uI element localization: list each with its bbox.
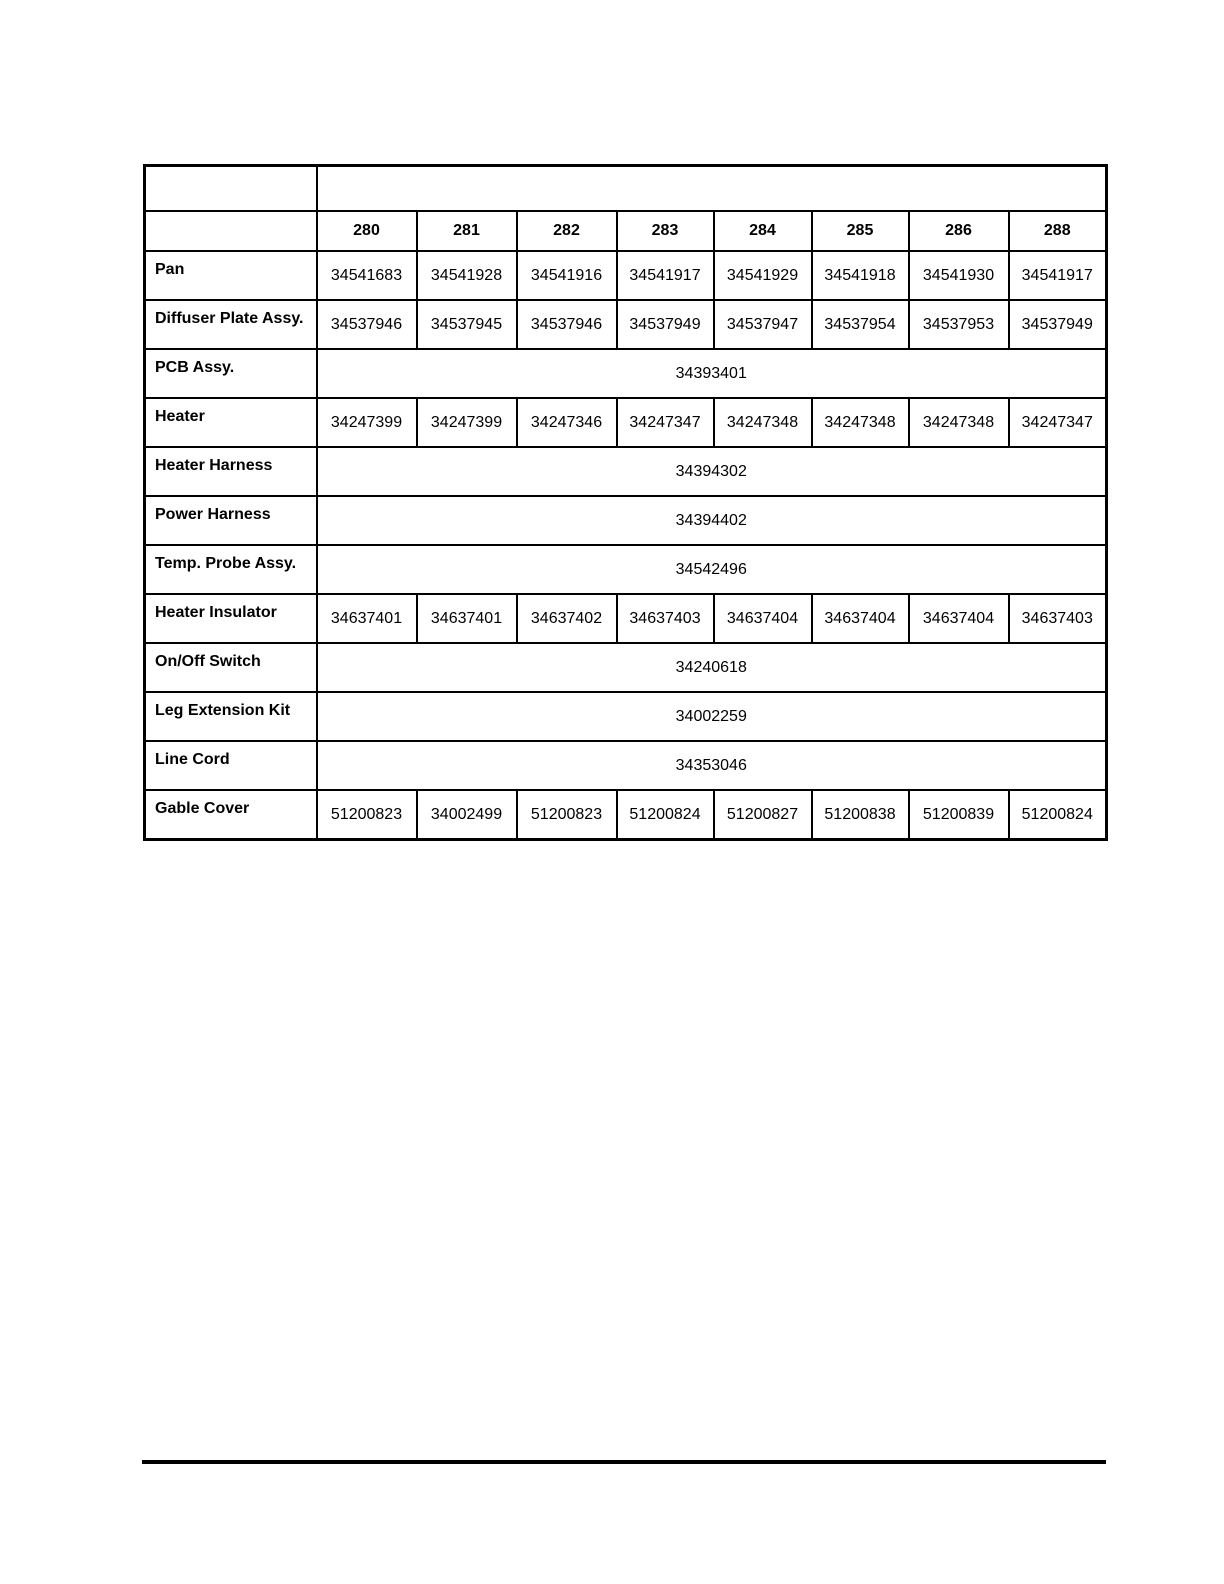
part-number-cell: 34541917 xyxy=(617,251,714,300)
part-number-cell: 34541918 xyxy=(812,251,909,300)
footer-rule xyxy=(142,1460,1106,1464)
part-number-cell: 34541916 xyxy=(517,251,617,300)
header-label-cell xyxy=(145,166,317,212)
part-number-cell: 51200823 xyxy=(317,790,417,840)
table-row xyxy=(145,545,1107,594)
part-number-cell: 34541929 xyxy=(714,251,812,300)
table-row xyxy=(145,496,1107,545)
model-header: 282 xyxy=(517,211,617,251)
part-number-cell: 34637403 xyxy=(617,594,714,643)
part-number-cell: 51200823 xyxy=(517,790,617,840)
part-number-cell: 34637401 xyxy=(317,594,417,643)
model-header: 288 xyxy=(1009,211,1107,251)
part-name-cell: On/Off Switch xyxy=(145,643,317,692)
part-number-cell: 34637404 xyxy=(909,594,1009,643)
part-name-cell: Gable Cover xyxy=(145,790,317,840)
model-header: 285 xyxy=(812,211,909,251)
part-name-cell: Line Cord xyxy=(145,741,317,790)
part-number-cell: 51200824 xyxy=(617,790,714,840)
part-number-cell: 51200824 xyxy=(1009,790,1107,840)
part-number-cell: 34541930 xyxy=(909,251,1009,300)
part-name-cell: Pan xyxy=(145,251,317,300)
part-number-cell: 34247348 xyxy=(812,398,909,447)
model-header: 281 xyxy=(417,211,517,251)
part-number-cell: 34637403 xyxy=(1009,594,1107,643)
part-name-cell: Heater Harness xyxy=(145,447,317,496)
part-number-cell: 34247346 xyxy=(517,398,617,447)
part-name-cell: Power Harness xyxy=(145,496,317,545)
part-number-cell: 34247399 xyxy=(417,398,517,447)
part-number-cell: 34637404 xyxy=(714,594,812,643)
part-number-cell: 34637401 xyxy=(417,594,517,643)
table-row xyxy=(145,300,1107,349)
table-row xyxy=(145,251,1107,300)
part-number-cell: 34537949 xyxy=(617,300,714,349)
part-number-cell: 34247399 xyxy=(317,398,417,447)
model-header: 284 xyxy=(714,211,812,251)
part-number-cell: 34541683 xyxy=(317,251,417,300)
part-number-cell: 34247347 xyxy=(617,398,714,447)
part-number-cell: 34247347 xyxy=(1009,398,1107,447)
part-name-cell: Heater Insulator xyxy=(145,594,317,643)
part-number-cell: 51200838 xyxy=(812,790,909,840)
table-row xyxy=(145,594,1107,643)
part-number-cell: 34247348 xyxy=(714,398,812,447)
part-number-cell-shared: 34002259 xyxy=(317,692,1107,741)
part-number-cell-shared: 34542496 xyxy=(317,545,1107,594)
table-row xyxy=(145,643,1107,692)
table-row xyxy=(145,741,1107,790)
part-name-cell: Leg Extension Kit xyxy=(145,692,317,741)
part-name-cell: PCB Assy. xyxy=(145,349,317,398)
model-header: 280 xyxy=(317,211,417,251)
part-number-cell: 34537954 xyxy=(812,300,909,349)
part-number-cell: 34637404 xyxy=(812,594,909,643)
parts-table xyxy=(143,164,1108,841)
table-title-row xyxy=(145,166,1107,212)
part-number-cell-shared: 34240618 xyxy=(317,643,1107,692)
model-header: 286 xyxy=(909,211,1009,251)
model-header: 283 xyxy=(617,211,714,251)
part-name-cell: Diffuser Plate Assy. xyxy=(145,300,317,349)
part-number-cell: 34537953 xyxy=(909,300,1009,349)
part-number-cell: 34537946 xyxy=(317,300,417,349)
part-number-cell-shared: 34393401 xyxy=(317,349,1107,398)
table-row xyxy=(145,790,1107,840)
part-number-cell: 34002499 xyxy=(417,790,517,840)
table-row xyxy=(145,349,1107,398)
part-number-cell-shared: 34394402 xyxy=(317,496,1107,545)
part-number-cell-shared: 34394302 xyxy=(317,447,1107,496)
part-number-cell: 34637402 xyxy=(517,594,617,643)
model-header-row xyxy=(145,211,1107,251)
table-row xyxy=(145,692,1107,741)
part-number-cell: 34537946 xyxy=(517,300,617,349)
header-title-cell xyxy=(317,166,1107,212)
part-number-cell: 51200827 xyxy=(714,790,812,840)
part-number-cell: 34247348 xyxy=(909,398,1009,447)
part-number-cell: 34541928 xyxy=(417,251,517,300)
part-name-cell: Temp. Probe Assy. xyxy=(145,545,317,594)
part-name-cell: Heater xyxy=(145,398,317,447)
table-row xyxy=(145,447,1107,496)
part-number-cell: 34537949 xyxy=(1009,300,1107,349)
part-number-cell-shared: 34353046 xyxy=(317,741,1107,790)
part-number-cell: 34537947 xyxy=(714,300,812,349)
part-number-cell: 51200839 xyxy=(909,790,1009,840)
part-number-cell: 34541917 xyxy=(1009,251,1107,300)
table-row xyxy=(145,398,1107,447)
model-header-corner xyxy=(145,211,317,251)
part-number-cell: 34537945 xyxy=(417,300,517,349)
